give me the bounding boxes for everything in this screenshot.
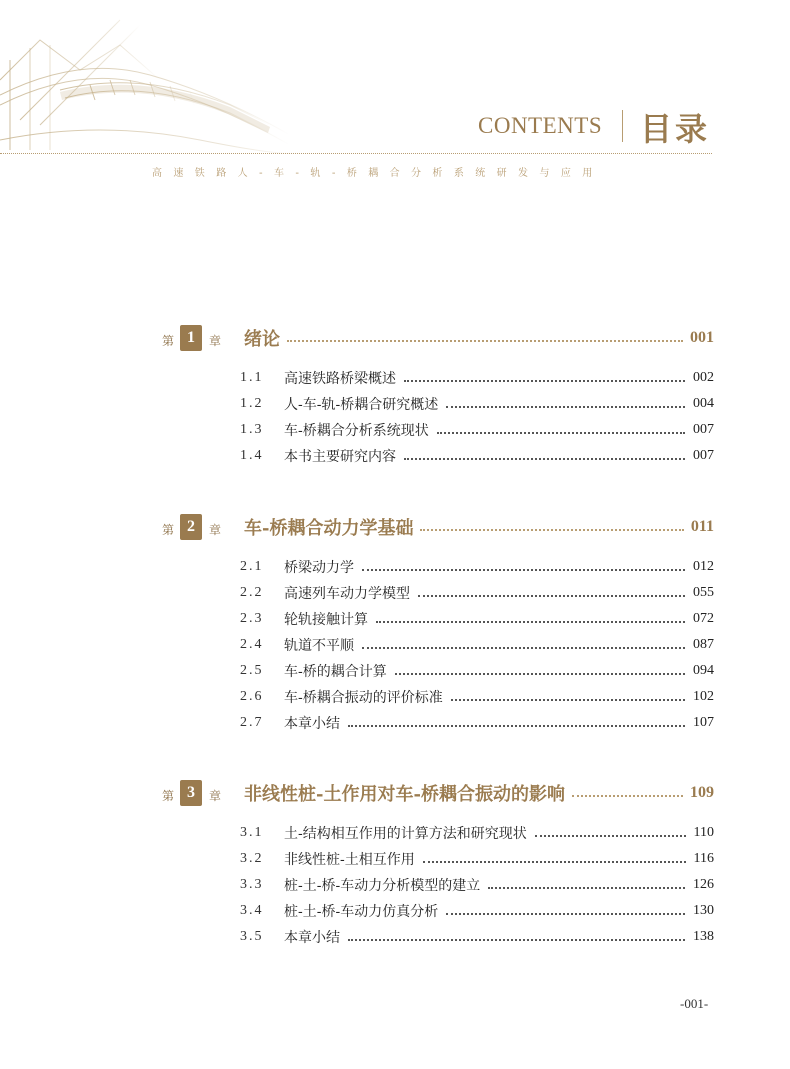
section-title: 本书主要研究内容 xyxy=(284,449,396,465)
section-title: 桥梁动力学 xyxy=(284,560,354,576)
section-number: 2.3 xyxy=(240,611,264,626)
section-page-number: 002 xyxy=(693,370,714,385)
section-entry[interactable] xyxy=(162,580,714,606)
chapter-heading[interactable] xyxy=(162,780,714,810)
section-number: 1.2 xyxy=(240,396,264,411)
section-entry[interactable] xyxy=(162,554,714,580)
section-title: 桩-土-桥-车动力仿真分析 xyxy=(284,904,439,920)
section-page-number: 110 xyxy=(693,825,714,840)
chapter-prefix: 第 xyxy=(162,334,175,348)
section-number: 3.1 xyxy=(240,825,264,840)
section-entry[interactable] xyxy=(162,872,714,898)
section-list xyxy=(162,820,714,950)
dot-leader xyxy=(395,673,685,675)
section-title: 轮轨接触计算 xyxy=(284,612,368,628)
chapter-page-number: 109 xyxy=(690,784,714,801)
section-entry[interactable] xyxy=(162,658,714,684)
contents-heading-cn: 目录 xyxy=(640,110,711,148)
chapter-block xyxy=(162,325,714,469)
section-title: 高速列车动力学模型 xyxy=(284,586,410,602)
section-number: 2.7 xyxy=(240,715,264,730)
section-page-number: 138 xyxy=(693,929,714,944)
section-entry[interactable] xyxy=(162,684,714,710)
section-number: 3.3 xyxy=(240,877,264,892)
section-number: 3.2 xyxy=(240,851,264,866)
section-number: 2.2 xyxy=(240,585,264,600)
section-page-number: 094 xyxy=(693,663,714,678)
dot-leader xyxy=(535,835,686,837)
section-entry[interactable] xyxy=(162,417,714,443)
dot-leader xyxy=(572,795,683,797)
chapter-title: 非线性桩-土作用对车-桥耦合振动的影响 xyxy=(244,784,565,805)
section-number: 1.1 xyxy=(240,370,264,385)
dot-leader xyxy=(404,380,685,382)
chapter-prefix: 第 xyxy=(162,523,175,537)
chapter-page-number: 001 xyxy=(690,329,714,346)
dot-leader xyxy=(376,621,685,623)
chapter-title: 车-桥耦合动力学基础 xyxy=(244,518,414,539)
section-page-number: 055 xyxy=(693,585,714,600)
dot-leader xyxy=(418,595,685,597)
section-title: 车-桥耦合分析系统现状 xyxy=(284,423,429,439)
chapter-title: 绪论 xyxy=(244,329,280,350)
section-page-number: 012 xyxy=(693,559,714,574)
chapter-number-badge: 3 xyxy=(180,780,202,806)
chapter-number-badge: 1 xyxy=(180,325,202,351)
section-number: 2.1 xyxy=(240,559,264,574)
dot-leader xyxy=(362,647,685,649)
dot-leader xyxy=(287,340,683,342)
chapter-heading[interactable] xyxy=(162,325,714,355)
section-entry[interactable] xyxy=(162,710,714,736)
chapter-prefix: 第 xyxy=(162,789,175,803)
section-entry[interactable] xyxy=(162,846,714,872)
dot-leader xyxy=(488,887,685,889)
chapter-block xyxy=(162,780,714,950)
section-entry[interactable] xyxy=(162,820,714,846)
section-title: 车-桥耦合振动的评价标准 xyxy=(284,690,443,706)
book-title-running-head: 高速铁路人-车-轨-桥耦合分析系统研发与应用 xyxy=(152,168,604,179)
section-title: 非线性桩-土相互作用 xyxy=(284,852,415,868)
section-number: 1.4 xyxy=(240,448,264,463)
section-title: 高速铁路桥梁概述 xyxy=(284,371,396,387)
section-entry[interactable] xyxy=(162,391,714,417)
section-page-number: 004 xyxy=(693,396,714,411)
section-page-number: 126 xyxy=(693,877,714,892)
section-number: 1.3 xyxy=(240,422,264,437)
section-page-number: 072 xyxy=(693,611,714,626)
section-page-number: 116 xyxy=(693,851,714,866)
section-title: 本章小结 xyxy=(284,930,340,946)
page-number: -001- xyxy=(680,996,709,1011)
section-title: 土-结构相互作用的计算方法和研究现状 xyxy=(284,826,527,842)
section-title: 轨道不平顺 xyxy=(284,638,354,654)
chapter-block xyxy=(162,514,714,736)
section-number: 2.6 xyxy=(240,689,264,704)
section-number: 2.4 xyxy=(240,637,264,652)
dot-leader xyxy=(446,406,685,408)
section-page-number: 087 xyxy=(693,637,714,652)
section-number: 3.5 xyxy=(240,929,264,944)
header-dotted-rule xyxy=(0,153,712,154)
section-list xyxy=(162,365,714,469)
section-page-number: 102 xyxy=(693,689,714,704)
section-title: 人-车-轨-桥耦合研究概述 xyxy=(284,397,439,413)
dot-leader xyxy=(348,725,685,727)
chapter-page-number: 011 xyxy=(690,518,714,535)
contents-heading-en: CONTENTS xyxy=(478,113,603,138)
dot-leader xyxy=(348,939,685,941)
section-entry[interactable] xyxy=(162,924,714,950)
dot-leader xyxy=(423,861,686,863)
section-entry[interactable] xyxy=(162,606,714,632)
bridge-train-illustration xyxy=(0,0,300,160)
heading-separator xyxy=(622,110,623,142)
section-number: 2.5 xyxy=(240,663,264,678)
dot-leader xyxy=(420,529,683,531)
section-page-number: 007 xyxy=(693,448,714,463)
dot-leader xyxy=(446,913,685,915)
section-title: 车-桥的耦合计算 xyxy=(284,664,387,680)
section-number: 3.4 xyxy=(240,903,264,918)
chapter-suffix: 章 xyxy=(209,789,222,803)
section-title: 桩-土-桥-车动力分析模型的建立 xyxy=(284,878,481,894)
section-title: 本章小结 xyxy=(284,716,340,732)
section-page-number: 007 xyxy=(693,422,714,437)
chapter-number-badge: 2 xyxy=(180,514,202,540)
dot-leader xyxy=(404,458,685,460)
section-entry[interactable] xyxy=(162,898,714,924)
dot-leader xyxy=(437,432,685,434)
section-page-number: 130 xyxy=(693,903,714,918)
dot-leader xyxy=(451,699,685,701)
chapter-suffix: 章 xyxy=(209,334,222,348)
section-entry[interactable] xyxy=(162,632,714,658)
dot-leader xyxy=(362,569,685,571)
section-list xyxy=(162,554,714,736)
chapter-heading[interactable] xyxy=(162,514,714,544)
chapter-suffix: 章 xyxy=(209,523,222,537)
section-entry[interactable] xyxy=(162,443,714,469)
section-page-number: 107 xyxy=(693,715,714,730)
section-entry[interactable] xyxy=(162,365,714,391)
